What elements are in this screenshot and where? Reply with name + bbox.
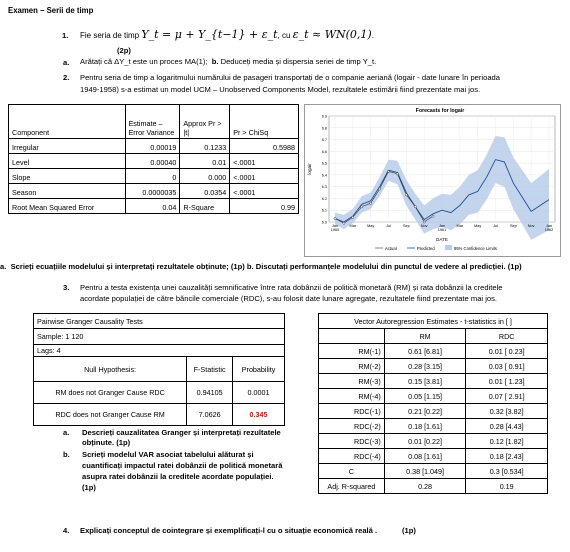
chart-y-label: logair xyxy=(307,163,312,175)
var-row xyxy=(319,389,548,404)
var-cell: 0.15 [3.81] xyxy=(384,374,466,389)
var-cell: RDC(-3) xyxy=(319,434,385,449)
chart-actual-point xyxy=(361,206,363,208)
q2a-letter: a. xyxy=(0,262,7,271)
var-row xyxy=(319,359,548,374)
var-row xyxy=(319,404,548,419)
chart-actual-point xyxy=(352,216,354,218)
var-cell: RDC(-4) xyxy=(319,449,385,464)
q3b-line-3: asupra ratei dobânzii la creditele acordate populației. xyxy=(82,472,274,481)
var-cell: 0.21 [0.22] xyxy=(384,404,466,419)
q2-line-2: 1949-1958) s-a estimat un model UCM – Unobserved Components Model, rezultatele estimării fiind prezentate mai jos. xyxy=(80,85,481,94)
chart-x-tick: Sep xyxy=(402,224,410,228)
q4-text: Explicați conceptul de cointegrare și exemplificați-l cu o situație economică reală . xyxy=(80,526,378,535)
var-row xyxy=(319,419,548,434)
chart-x-tick: Jan xyxy=(438,224,446,228)
chart-x-tick: Mar xyxy=(349,224,357,228)
granger-cell: 7.0626 xyxy=(187,404,233,426)
var-row xyxy=(319,479,548,494)
granger-sample-row xyxy=(34,329,285,345)
chart-x-tick: Nov xyxy=(527,224,535,228)
ucm-cell: 0.00040 xyxy=(125,154,180,169)
chart-x-tick: Jan xyxy=(331,224,339,228)
q1a-b-letter: b. xyxy=(211,57,219,66)
q4-number: 4. xyxy=(63,526,70,535)
var-cell: RM(-1) xyxy=(319,344,385,359)
var-header-row xyxy=(319,329,548,344)
var-header-rdc: RDC xyxy=(466,329,548,344)
q1a-letter: a. xyxy=(63,58,70,67)
ucm-row xyxy=(9,154,299,169)
chart-actual-point xyxy=(343,222,345,224)
ucm-cell: Season xyxy=(9,184,126,199)
chart-y-tick: 6.3 xyxy=(321,185,327,190)
chart-x-tick: May xyxy=(367,224,375,228)
ucm-table xyxy=(8,104,299,214)
forecast-chart-svg xyxy=(305,105,560,256)
var-cell: 0.19 xyxy=(466,479,548,494)
granger-title: Pairwise Granger Causality Tests xyxy=(34,314,285,329)
ucm-header-estimate: Estimate – Error Variance xyxy=(125,105,180,139)
q3b-line-1: Scrieți modelul VAR asociat tabelului alăturat și xyxy=(82,450,254,459)
q2-number: 2. xyxy=(63,73,70,82)
chart-actual-point xyxy=(405,194,407,196)
chart-y-tick: 6.4 xyxy=(321,173,327,178)
chart-x-tick: Jul xyxy=(493,224,498,228)
ucm-cell: <.0001 xyxy=(230,169,299,184)
ucm-cell: Irregular xyxy=(9,139,126,154)
q3a-points: (1p) xyxy=(116,438,131,447)
chart-actual-point xyxy=(370,202,372,204)
var-cell: C xyxy=(319,464,385,479)
granger-lags: Lags: 4 xyxy=(34,345,285,357)
ucm-cell: Slope xyxy=(9,169,126,184)
chart-x-tick: Mar xyxy=(456,224,464,228)
q1-text-a: Fie seria de timp xyxy=(80,31,142,40)
q3-line-2: acordate populației de către băncile comerciale (RDC), s-au folosit date lunare agregate, rezultatele fiind prezentate mai jos. xyxy=(80,294,498,303)
q3b-line-2: cuantificați impactul ratei dobânzii de politică monetară xyxy=(82,461,283,470)
var-cell: 0.03 [ 0.91] xyxy=(466,359,548,374)
q3b-points: (1p) xyxy=(82,483,96,492)
ucm-header-component: Component xyxy=(9,105,126,139)
chart-legend xyxy=(375,245,497,251)
ucm-cell: 0 xyxy=(125,169,180,184)
var-cell: RM(-2) xyxy=(319,359,385,374)
chart-x-tick: Jan xyxy=(545,224,553,228)
chart-x-tick: 1961 xyxy=(437,228,447,233)
ucm-rsq-value: 0.99 xyxy=(230,199,299,214)
var-cell: Adj. R-squared xyxy=(319,479,385,494)
var-title: Vector Autoregression Estimates - t-statistics in [ ] xyxy=(319,314,548,329)
ucm-header-row xyxy=(9,105,299,139)
var-cell: 0.32 [3.82] xyxy=(466,404,548,419)
var-cell: 0.01 [ 1.23] xyxy=(466,374,548,389)
var-cell: RDC(-2) xyxy=(319,419,385,434)
var-title-row xyxy=(319,314,548,329)
var-cell: 0.07 [ 2.91] xyxy=(466,389,548,404)
granger-cell: 0.94105 xyxy=(187,382,233,404)
granger-cell: RDC does not Granger Cause RM xyxy=(34,404,187,426)
granger-cell: RM does not Granger Cause RDC xyxy=(34,382,187,404)
chart-y-tick: 6.1 xyxy=(321,208,327,213)
var-cell: 0.12 [1.82] xyxy=(466,434,548,449)
var-cell: 0.28 xyxy=(384,479,466,494)
granger-header-row xyxy=(34,357,285,382)
q1-text-b: , cu xyxy=(277,31,293,40)
granger-header-null: Null Hypothesis: xyxy=(34,357,187,382)
chart-x-tick: Sep xyxy=(509,224,517,228)
q3-number: 3. xyxy=(63,283,70,292)
ucm-cell: 0.0000035 xyxy=(125,184,180,199)
chart-y-tick: 6.8 xyxy=(321,126,327,131)
var-cell: RM(-4) xyxy=(319,389,385,404)
ucm-cell: <.0001 xyxy=(230,154,299,169)
granger-lags-row xyxy=(34,345,285,357)
q3a-line-1: Descrieți cauzalitatea Granger și interpretați rezultatele xyxy=(82,428,281,437)
var-header-rm: RM xyxy=(384,329,466,344)
granger-cell: 0.0001 xyxy=(233,382,285,404)
var-cell: 0.01 [0.22] xyxy=(384,434,466,449)
var-cell: 0.05 [1.15] xyxy=(384,389,466,404)
granger-header-f: F-Statistic xyxy=(187,357,233,382)
var-cell: RDC(-1) xyxy=(319,404,385,419)
var-cell: 0.38 [1.049] xyxy=(384,464,466,479)
chart-x-tick: 1960 xyxy=(330,228,340,233)
granger-row xyxy=(34,404,285,426)
chart-y-tick: 6.7 xyxy=(321,138,327,143)
granger-highlight-cell: 0.345 xyxy=(233,404,285,426)
legend-predicted: Predicted xyxy=(417,246,435,251)
q1-number: 1. xyxy=(62,31,69,40)
q2a-line xyxy=(0,262,522,271)
chart-actual-point xyxy=(334,217,336,219)
chart-y-tick: 6.6 xyxy=(321,149,327,154)
chart-actual-point xyxy=(378,188,380,190)
ucm-cell: 0.00019 xyxy=(125,139,180,154)
chart-x-tick: 1962 xyxy=(544,228,554,233)
var-header-blank xyxy=(319,329,385,344)
q2a-text: Scrieți ecuațiile modelului și interpretați rezultatele obținute; (1p) xyxy=(10,262,245,271)
q3a-line-2-wrap xyxy=(82,438,130,447)
q1-text-c: . xyxy=(371,31,374,40)
q1-points: (2p) xyxy=(117,46,131,55)
var-cell: 0.28 [4.43] xyxy=(466,419,548,434)
chart-y-tick: 6.5 xyxy=(321,161,327,166)
var-row xyxy=(319,344,548,359)
granger-sample: Sample: 1 120 xyxy=(34,329,285,345)
chart-y-tick: 6.0 xyxy=(321,220,327,225)
var-cell: 0.01 [ 0.23] xyxy=(466,344,548,359)
legend-ci-swatch xyxy=(445,245,452,250)
ucm-rmse-label: Root Mean Squared Error xyxy=(9,199,126,214)
granger-header-prob: Probability xyxy=(233,357,285,382)
ucm-header-pr-chisq: Pr > ChiSq xyxy=(230,105,299,139)
q1a-b-text: Deduceți media și dispersia seriei de timp Y_t. xyxy=(220,57,377,66)
var-cell: 0.3 [0.534] xyxy=(466,464,548,479)
q2b-points: (1p) xyxy=(507,262,522,271)
q1-statement xyxy=(80,28,374,41)
ucm-cell: 0.5988 xyxy=(230,139,299,154)
q1-model: Y_t = μ + Y_{t−1} + ε_t xyxy=(141,28,278,41)
ucm-cell: Level xyxy=(9,154,126,169)
ucm-row xyxy=(9,169,299,184)
granger-table xyxy=(33,313,285,426)
q3a-line-2: obținute. xyxy=(82,438,115,447)
ucm-rsq-label: R-Square xyxy=(180,199,230,214)
chart-y-tick: 6.2 xyxy=(321,196,327,201)
var-cell: 0.18 [2.43] xyxy=(466,449,548,464)
granger-row xyxy=(34,382,285,404)
ucm-cell: 0.1233 xyxy=(180,139,230,154)
ucm-rmse-row xyxy=(9,199,299,214)
ucm-header-pr-t: Approx Pr > |t| xyxy=(180,105,230,139)
var-table xyxy=(318,313,548,494)
q4-points: (1p) xyxy=(402,526,416,535)
q2b-text: b. Discutați performanțele modelului din punctul de vedere al predicției. xyxy=(246,262,506,271)
chart-actual-point xyxy=(423,221,425,223)
chart-title: Forecasts for logair xyxy=(415,108,465,114)
ucm-cell: 0.0354 xyxy=(180,184,230,199)
chart-actual-point xyxy=(396,173,398,175)
chart-y-tick: 6.9 xyxy=(321,114,327,119)
q3b-letter: b. xyxy=(63,450,70,459)
forecast-chart xyxy=(304,104,561,257)
chart-x-label: DATE xyxy=(436,237,448,242)
var-row xyxy=(319,434,548,449)
chart-actual-point xyxy=(387,170,389,172)
ucm-cell: 0.01 xyxy=(180,154,230,169)
chart-actual-point xyxy=(414,206,416,208)
q3a-letter: a. xyxy=(63,428,70,437)
var-row xyxy=(319,449,548,464)
ucm-cell: 0.000 xyxy=(180,169,230,184)
var-cell: 0.28 [3.15] xyxy=(384,359,466,374)
var-cell: 0.18 [1.61] xyxy=(384,419,466,434)
granger-title-row xyxy=(34,314,285,329)
chart-actual-point xyxy=(432,215,434,217)
legend-actual: Actual xyxy=(385,246,397,251)
q1a-a-text: Arătați că ΔY_t este un proces MA(1); xyxy=(80,57,208,66)
legend-ci: 95% Confidence Limits xyxy=(454,246,497,251)
q1-noise: ε_t ≈ WN(0,1) xyxy=(292,28,372,41)
q3-line-1: Pentru a testa existența unei cauzalități semnificative între rata dobânzii de politică monetară (RM) și rata dobânzii la creditele xyxy=(80,283,503,292)
q2-line-1: Pentru seria de timp a logaritmului numărului de pasageri transportați de o companie aeriană (logair - date lunare în perioada xyxy=(80,73,501,82)
chart-x-tick: Jul xyxy=(386,224,391,228)
q1a-text xyxy=(80,57,376,66)
page-title: Examen – Serii de timp xyxy=(8,6,94,15)
chart-x-tick: May xyxy=(474,224,482,228)
var-cell: RM(-3) xyxy=(319,374,385,389)
ucm-rmse-value: 0.04 xyxy=(125,199,180,214)
ucm-row xyxy=(9,139,299,154)
ucm-cell: <.0001 xyxy=(230,184,299,199)
var-cell: 0.61 [6.81] xyxy=(384,344,466,359)
chart-x-tick: Nov xyxy=(420,224,428,228)
var-row xyxy=(319,464,548,479)
var-cell: 0.08 [1.61] xyxy=(384,449,466,464)
var-row xyxy=(319,374,548,389)
ucm-row xyxy=(9,184,299,199)
